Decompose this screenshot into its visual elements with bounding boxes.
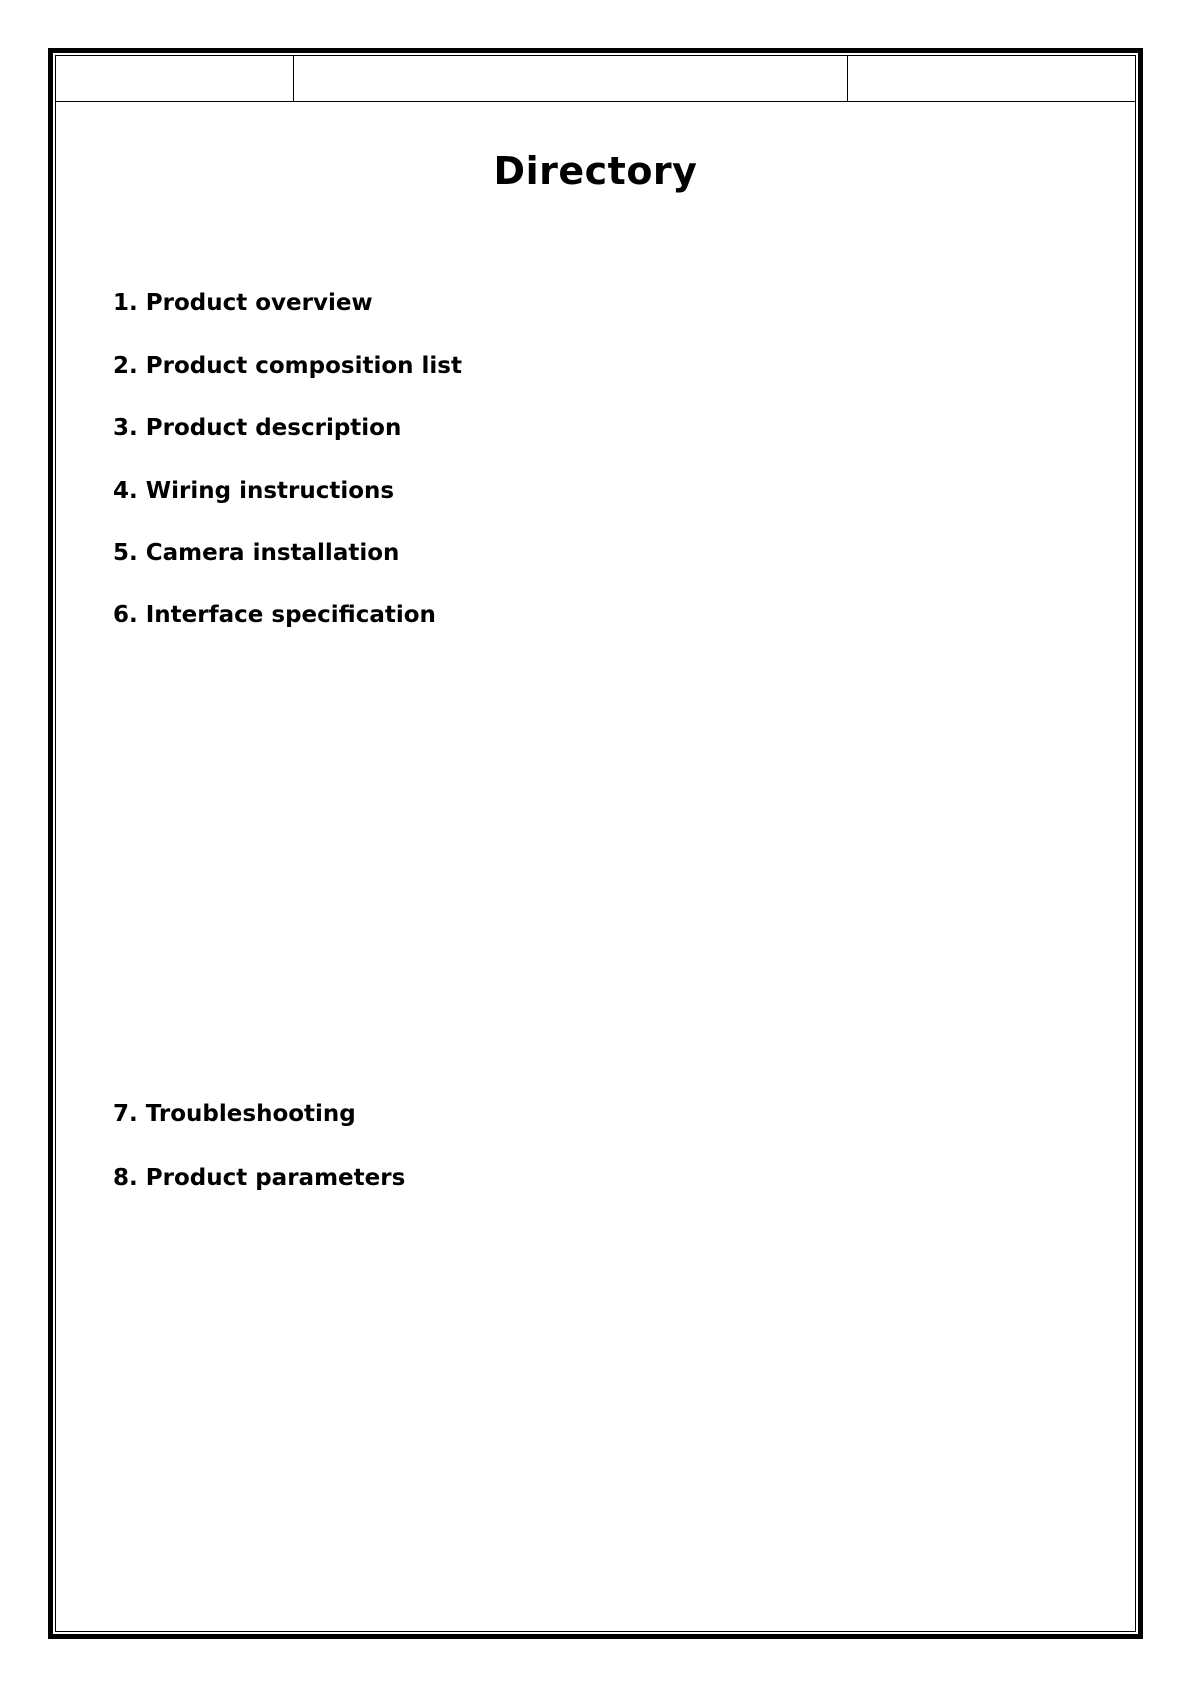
header-cell-left <box>55 55 294 101</box>
toc-item-product-parameters: 8. Product parameters <box>113 1165 406 1191</box>
toc-item-camera-installation: 5. Camera installation <box>113 540 400 566</box>
toc-item-wiring-instructions: 4. Wiring instructions <box>113 478 395 504</box>
toc-item-product-overview: 1. Product overview <box>113 290 373 316</box>
header-table <box>55 55 1136 102</box>
toc-item-product-description: 3. Product description <box>113 415 402 441</box>
toc-item-product-composition-list: 2. Product composition list <box>113 353 462 379</box>
header-cell-right <box>848 55 1136 101</box>
page-title: Directory <box>493 149 698 193</box>
toc-item-interface-specification: 6. Interface specification <box>113 602 436 628</box>
toc-item-troubleshooting: 7. Troubleshooting <box>113 1101 356 1127</box>
header-cell-middle <box>294 55 848 101</box>
